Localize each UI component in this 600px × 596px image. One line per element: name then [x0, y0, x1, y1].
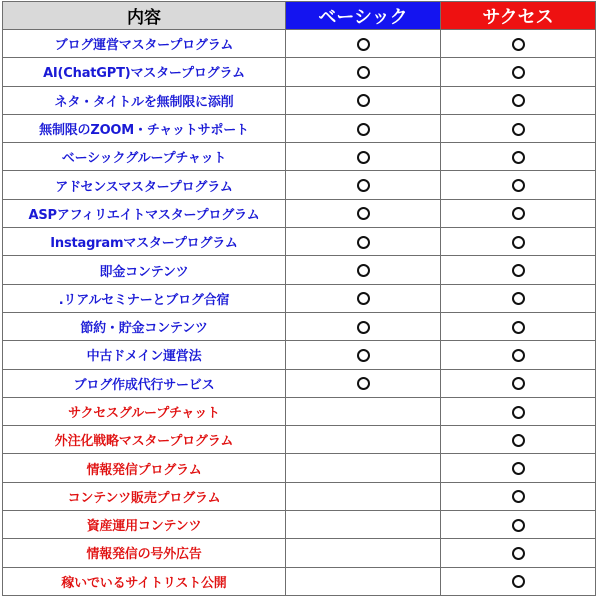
success-plan-cell [441, 397, 596, 425]
basic-plan-cell [286, 30, 441, 58]
included-circle-icon [357, 321, 370, 334]
included-circle-icon [512, 292, 525, 305]
basic-plan-cell [286, 341, 441, 369]
included-circle-icon [512, 406, 525, 419]
included-circle-icon [512, 434, 525, 447]
success-plan-cell [441, 426, 596, 454]
included-circle-icon [512, 349, 525, 362]
feature-label: 情報発信の号外広告 [3, 539, 286, 567]
table-body [3, 30, 596, 596]
basic-plan-cell [286, 171, 441, 199]
included-circle-icon [512, 66, 525, 79]
included-circle-icon [357, 236, 370, 249]
basic-plan-cell [286, 256, 441, 284]
table-row [3, 369, 596, 397]
included-circle-icon [357, 66, 370, 79]
included-circle-icon [512, 490, 525, 503]
table-row [3, 143, 596, 171]
included-circle-icon [357, 38, 370, 51]
header-basic-plan: ベーシック [286, 2, 441, 30]
table-row [3, 256, 596, 284]
basic-plan-cell [286, 454, 441, 482]
table-row [3, 454, 596, 482]
included-circle-icon [357, 264, 370, 277]
basic-plan-cell [286, 482, 441, 510]
success-plan-cell [441, 58, 596, 86]
success-plan-cell [441, 228, 596, 256]
basic-plan-cell [286, 312, 441, 340]
table-header [3, 2, 596, 30]
feature-label: .リアルセミナーとブログ合宿 [3, 284, 286, 312]
feature-label: AI(ChatGPT)マスタープログラム [3, 58, 286, 86]
included-circle-icon [512, 179, 525, 192]
feature-label: 稼いでいるサイトリスト公開 [3, 567, 286, 595]
included-circle-icon [512, 321, 525, 334]
basic-plan-cell [286, 199, 441, 227]
basic-plan-cell [286, 86, 441, 114]
success-plan-cell [441, 284, 596, 312]
header-success-plan: サクセス [441, 2, 596, 30]
table-row [3, 511, 596, 539]
included-circle-icon [512, 94, 525, 107]
success-plan-cell [441, 312, 596, 340]
included-circle-icon [357, 207, 370, 220]
success-plan-cell [441, 143, 596, 171]
table-row [3, 114, 596, 142]
success-plan-cell [441, 369, 596, 397]
table-row [3, 228, 596, 256]
included-circle-icon [512, 123, 525, 136]
table-row [3, 482, 596, 510]
feature-label: ネタ・タイトルを無制限に添削 [3, 86, 286, 114]
success-plan-cell [441, 114, 596, 142]
basic-plan-cell [286, 567, 441, 595]
feature-label: 資産運用コンテンツ [3, 511, 286, 539]
included-circle-icon [357, 179, 370, 192]
feature-label: 中古ドメイン運営法 [3, 341, 286, 369]
feature-label: Instagramマスタープログラム [3, 228, 286, 256]
included-circle-icon [512, 377, 525, 390]
table-row [3, 86, 596, 114]
included-circle-icon [357, 377, 370, 390]
basic-plan-cell [286, 143, 441, 171]
included-circle-icon [512, 38, 525, 51]
success-plan-cell [441, 86, 596, 114]
feature-label: ASPアフィリエイトマスタープログラム [3, 199, 286, 227]
included-circle-icon [357, 292, 370, 305]
basic-plan-cell [286, 426, 441, 454]
feature-label: 外注化戦略マスタープログラム [3, 426, 286, 454]
success-plan-cell [441, 539, 596, 567]
feature-label: ブログ運営マスタープログラム [3, 30, 286, 58]
included-circle-icon [512, 151, 525, 164]
success-plan-cell [441, 341, 596, 369]
table-row [3, 397, 596, 425]
success-plan-cell [441, 30, 596, 58]
included-circle-icon [357, 349, 370, 362]
basic-plan-cell [286, 511, 441, 539]
included-circle-icon [512, 519, 525, 532]
table-row [3, 341, 596, 369]
feature-label: 節約・貯金コンテンツ [3, 312, 286, 340]
plan-comparison-table [2, 1, 596, 596]
success-plan-cell [441, 256, 596, 284]
included-circle-icon [512, 264, 525, 277]
included-circle-icon [357, 123, 370, 136]
feature-label: 情報発信プログラム [3, 454, 286, 482]
success-plan-cell [441, 454, 596, 482]
table-row [3, 171, 596, 199]
success-plan-cell [441, 171, 596, 199]
table-row [3, 58, 596, 86]
basic-plan-cell [286, 284, 441, 312]
success-plan-cell [441, 482, 596, 510]
feature-label: 即金コンテンツ [3, 256, 286, 284]
table-row [3, 199, 596, 227]
success-plan-cell [441, 567, 596, 595]
feature-label: ブログ作成代行サービス [3, 369, 286, 397]
included-circle-icon [512, 462, 525, 475]
included-circle-icon [512, 207, 525, 220]
basic-plan-cell [286, 369, 441, 397]
table-row [3, 567, 596, 595]
included-circle-icon [512, 547, 525, 560]
success-plan-cell [441, 199, 596, 227]
success-plan-cell [441, 511, 596, 539]
basic-plan-cell [286, 228, 441, 256]
table-row [3, 539, 596, 567]
feature-label: サクセスグループチャット [3, 397, 286, 425]
included-circle-icon [512, 575, 525, 588]
included-circle-icon [357, 151, 370, 164]
table-row [3, 312, 596, 340]
feature-label: 無制限のZOOM・チャットサポート [3, 114, 286, 142]
basic-plan-cell [286, 114, 441, 142]
table-row [3, 284, 596, 312]
feature-label: コンテンツ販売プログラム [3, 482, 286, 510]
table-row [3, 426, 596, 454]
header-content: 内容 [3, 2, 286, 30]
basic-plan-cell [286, 58, 441, 86]
table-row [3, 30, 596, 58]
included-circle-icon [357, 94, 370, 107]
included-circle-icon [512, 236, 525, 249]
feature-label: ベーシックグループチャット [3, 143, 286, 171]
header-row [3, 2, 596, 30]
basic-plan-cell [286, 539, 441, 567]
feature-label: アドセンスマスタープログラム [3, 171, 286, 199]
basic-plan-cell [286, 397, 441, 425]
